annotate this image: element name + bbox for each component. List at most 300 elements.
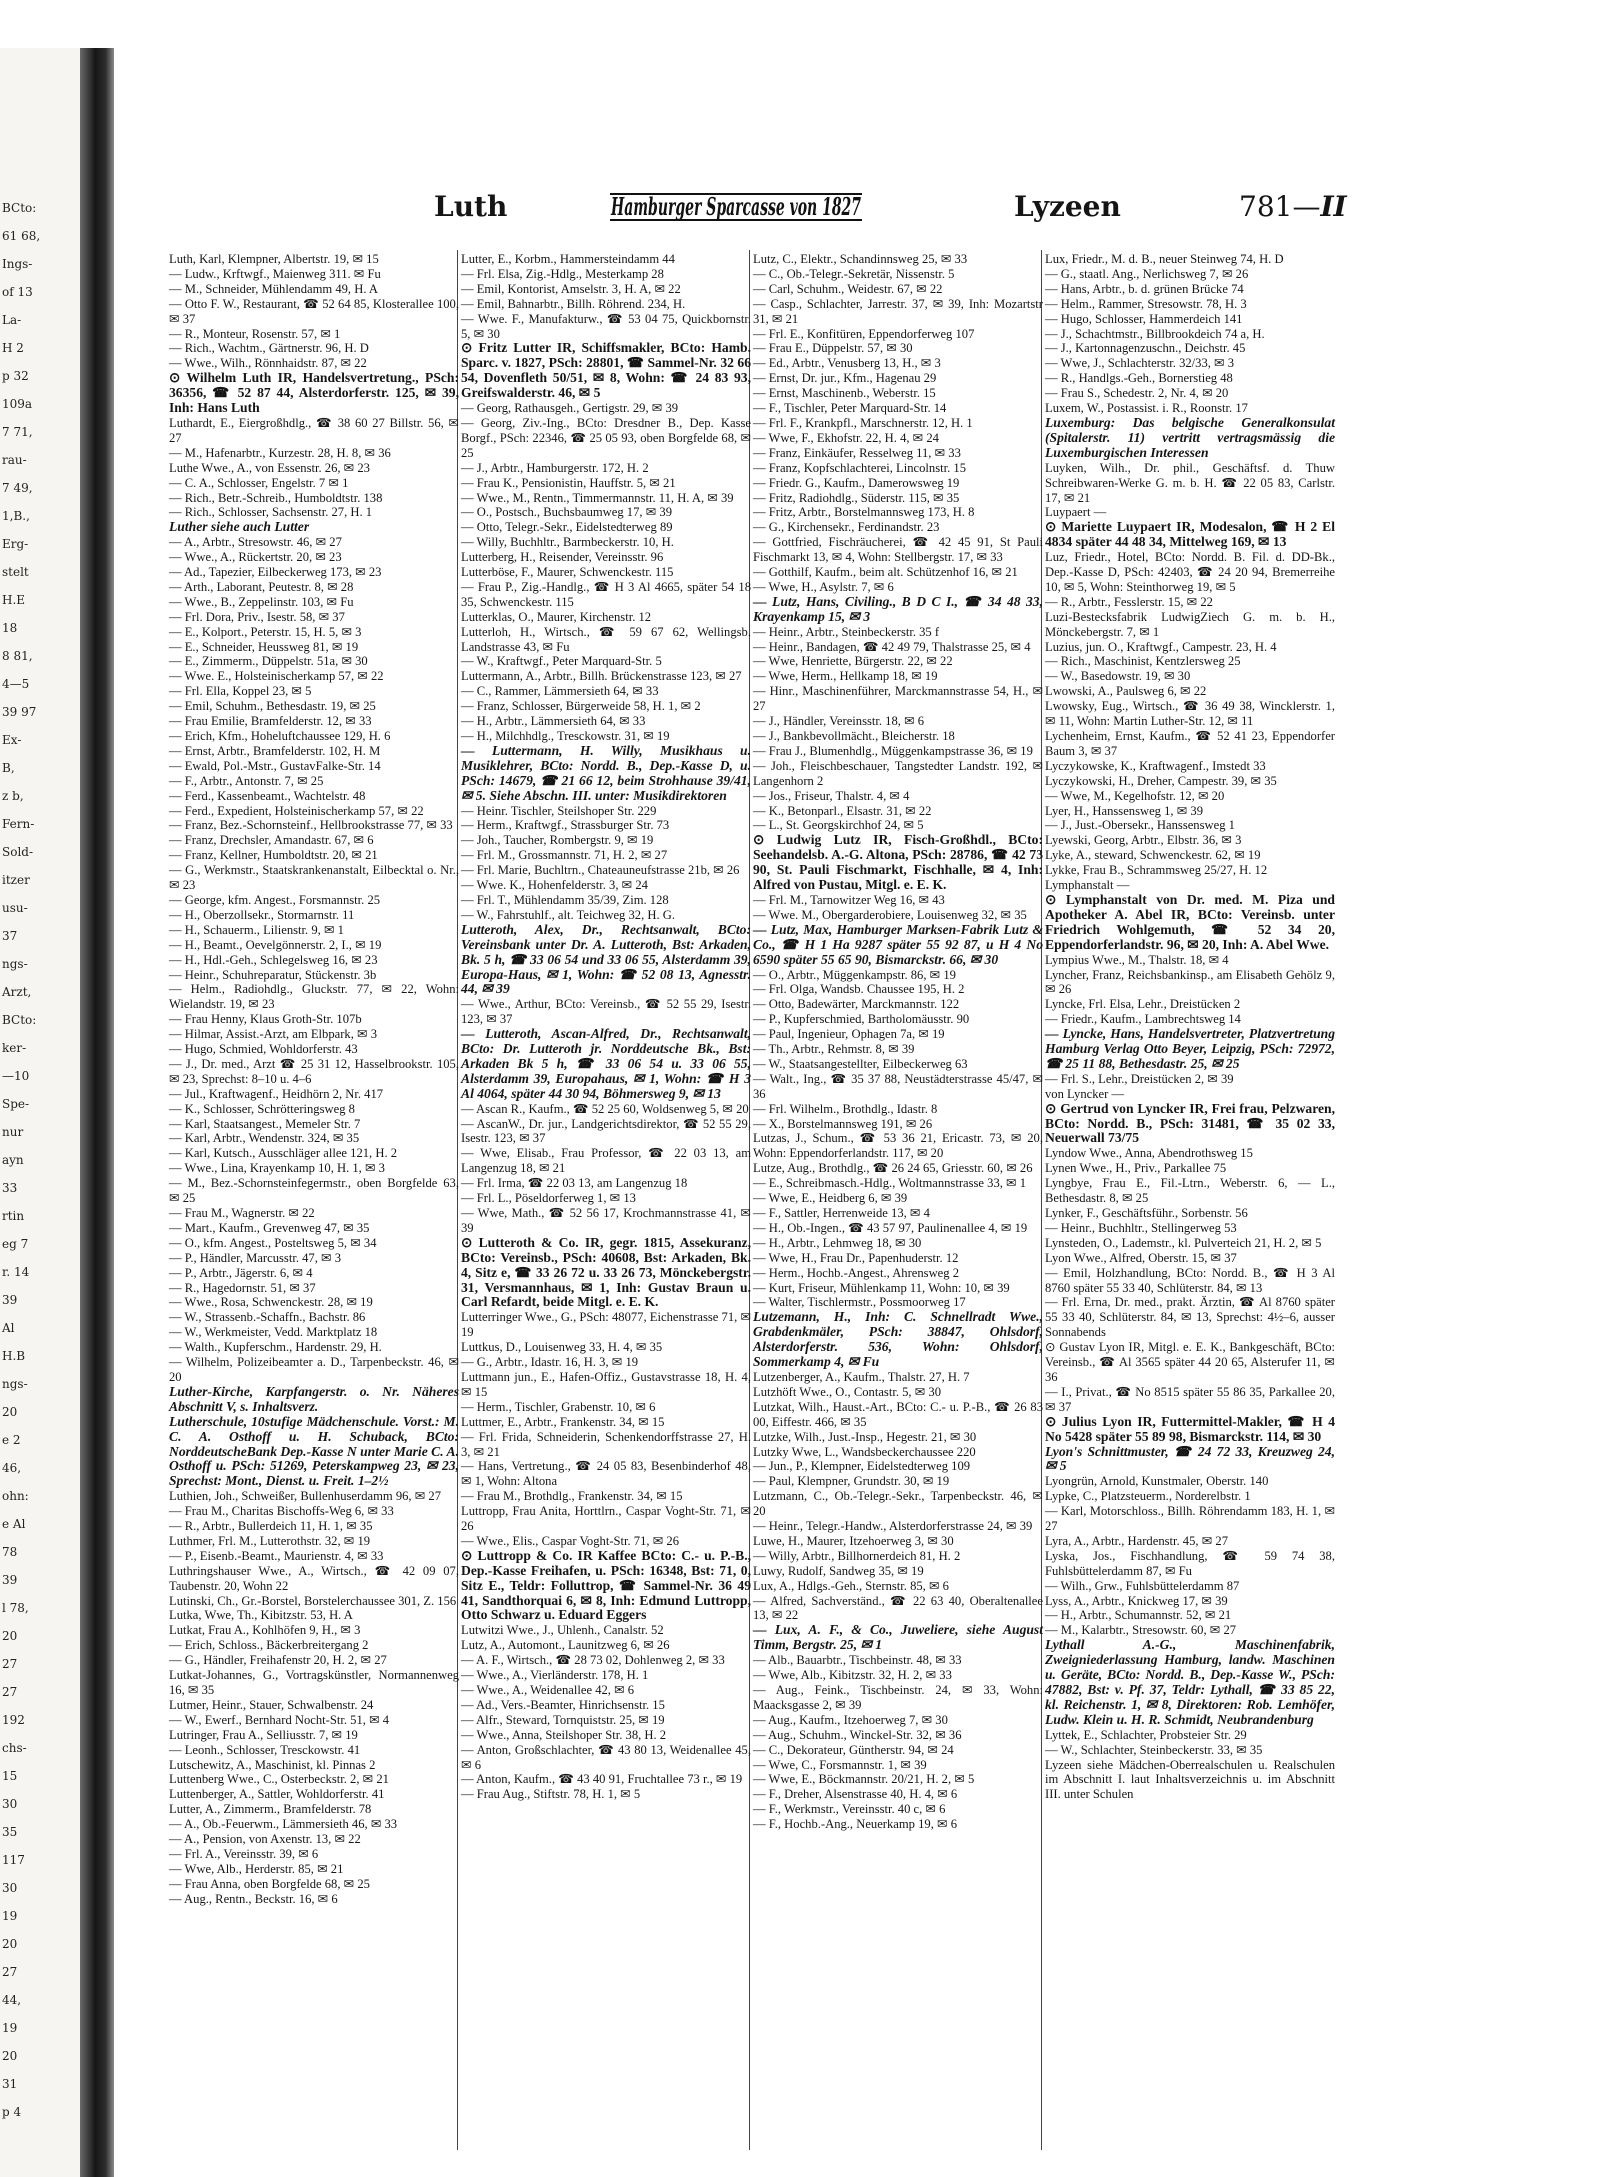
directory-entry: — A., Pension, von Axenstr. 13, ✉ 22 <box>169 1832 361 1847</box>
margin-fragment: Spe- <box>2 1097 30 1111</box>
directory-entry: — Aug., Kaufm., Itzehoerweg 7, ✉ 30 <box>753 1712 948 1727</box>
directory-entry: Luyken, Wilh., Dr. phil., Geschäftsf. d. Thuw Schreibwaren-Werke G. m. b. H. ☎ 22 05 83, Carlstr. 17, ✉ 21 <box>1045 460 1335 505</box>
directory-entry: — Wwe. M., Obergarderobiere, Louisenweg 32, ✉ 35 <box>753 907 1027 922</box>
directory-entry: — Frl. Irma, ☎ 22 03 13, am Langenzug 18 <box>461 1176 688 1191</box>
directory-entry: — Karl, Arbtr., Wendenstr. 324, ✉ 35 <box>169 1131 360 1146</box>
directory-entry: Luth, Karl, Klempner, Albertstr. 19, ✉ 15 <box>169 252 379 266</box>
directory-entry: — Frl. M., Tarnowitzer Weg 16, ✉ 43 <box>753 892 945 907</box>
directory-entry: — Wwe, C., Forsmannstr. 1, ✉ 39 <box>753 1757 927 1772</box>
directory-entry: — A., Arbtr., Stresowstr. 46, ✉ 27 <box>169 535 342 550</box>
margin-fragment: 20 <box>2 1405 18 1419</box>
directory-entry: — Emil, Holzhandlung, BCto: Nordd. B., ☎ H 3 Al 8760 später 55 33 40, Schlüterstr. 84, ✉ 13 <box>1045 1265 1335 1295</box>
directory-entry: Lutterböse, F., Maurer, Schwenckestr. 115 <box>461 565 674 580</box>
directory-entry: — W., Basedowstr. 19, ✉ 30 <box>1045 669 1191 684</box>
directory-entry: — Hinr., Maschinenführer, Marckmannstrasse 54, H., ✉ 27 <box>753 684 1043 714</box>
directory-entry: Lyra, A., Arbtr., Hardenstr. 45, ✉ 27 <box>1045 1533 1228 1548</box>
directory-entry: Lutwitzi Wwe., J., Uhlenh., Canalstr. 52 <box>461 1623 664 1638</box>
directory-entry: — A., Ob.-Feuerwm., Lämmersieth 46, ✉ 33 <box>169 1817 398 1832</box>
directory-entry: Luther-Kirche, Karpfangerstr. o. Nr. Näheres Abschnitt V, s. Inhaltsverz. <box>169 1383 459 1414</box>
margin-fragment: 46, <box>2 1461 22 1475</box>
directory-entry: — Frau K., Pensionistin, Hauffstr. 5, ✉ 21 <box>461 475 676 490</box>
margin-fragment: 20 <box>2 1937 18 1951</box>
directory-entry: — Wwe., Wilh., Rönnhaidstr. 87, ✉ 22 <box>169 356 367 371</box>
directory-entry: — Wwe, E., Böckmannstr. 20/21, H. 2, ✉ 5 <box>753 1772 975 1787</box>
margin-fragment: La- <box>2 313 22 327</box>
directory-column-4 <box>1045 252 1335 2152</box>
margin-fragment: stelt <box>2 565 29 579</box>
directory-entry: — O., Arbtr., Müggenkampstr. 86, ✉ 19 <box>753 967 956 982</box>
directory-entry: Lutteroth, Alex, Dr., Rechtsanwalt, BCto: Vereinsbank unter Dr. A. Lutteroth, Bst: Arkaden, Bk. 5 h, ☎ 33 06 54 und 33 06 55, Alsterdamm 39, Europa-Haus, ✉ 1, Wohn: ☎ 52 08 13, Agnesstr. 44, ✉ 39 <box>461 921 751 997</box>
margin-fragment: Sold- <box>2 845 34 859</box>
directory-entry: — Emil, Kontorist, Amselstr. 3, H. A, ✉ 22 <box>461 281 681 296</box>
directory-entry: Lyczykowski, H., Dreher, Campestr. 39, ✉ 35 <box>1045 773 1277 788</box>
directory-entry: — Wwe, Alb., Kibitzstr. 32, H. 2, ✉ 33 <box>753 1668 952 1683</box>
directory-entry: — Jun., P., Klempner, Eidelstedterweg 109 <box>753 1459 971 1474</box>
directory-entry: Luthe Wwe., A., von Essenstr. 26, ✉ 23 <box>169 460 370 475</box>
directory-entry: Lyss, A., Arbtr., Knickweg 17, ✉ 39 <box>1045 1593 1228 1608</box>
directory-entry: — X., Borstelmannsweg 191, ✉ 26 <box>753 1116 933 1131</box>
directory-entry: Luthardt, E., Eiergroßhdlg., ☎ 38 60 27 Billstr. 56, ✉ 27 <box>169 415 459 445</box>
directory-entry: — H., Oberzollsekr., Stormarnstr. 11 <box>169 907 355 922</box>
directory-entry: — F., Hochb.-Ang., Neuerkamp 19, ✉ 6 <box>753 1817 958 1832</box>
margin-fragment: ohn: <box>2 1489 29 1503</box>
directory-entry: — Walter, Tischlermstr., Possmoorweg 17 <box>753 1295 966 1310</box>
directory-entry: ⊙ Fritz Lutter IR, Schiffsmakler, BCto: Hamb. Sparc. v. 1827, PSch: 28801, ☎ Sammel-Nr. 32 66 54, Dovenfleth 50/51, ✉ 8, Wohn: ☎ 24 83 93, Greifswalderstr. 46, ✉ 5 <box>461 340 751 401</box>
directory-entry: — Frl. T., Mühlendamm 35/39, Zim. 128 <box>461 892 669 907</box>
directory-entry: Lutzkat, Wilh., Haust.-Art., BCto: C.- u. P.-B., ☎ 26 83 00, Eiffestr. 466, ✉ 35 <box>753 1399 1043 1429</box>
margin-fragment: Arzt, <box>2 985 32 999</box>
directory-entry: — Lutz, Hans, Civiling., B D C I., ☎ 34 48 33, Krayenkamp 15, ✉ 3 <box>753 593 1043 624</box>
directory-entry: — Jul., Kraftwagenf., Heidhörn 2, Nr. 417 <box>169 1086 384 1101</box>
directory-entry: — P., Eisenb.-Beamt., Maurienstr. 4, ✉ 33 <box>169 1548 384 1563</box>
directory-entry: — J., Dr. med., Arzt ☎ 25 31 12, Hasselbrookstr. 105, ✉ 23, Sprechst: 8–10 u. 4–6 <box>169 1056 459 1086</box>
directory-entry: — Rich., Wachtm., Gärtnerstr. 96, H. D <box>169 341 369 356</box>
margin-fragment: 78 <box>2 1545 18 1559</box>
margin-fragment: 27 <box>2 1657 18 1671</box>
directory-entry: — W., Strassenb.-Schaffn., Bachstr. 86 <box>169 1310 366 1325</box>
directory-entry: — Frl. E., Konfitüren, Eppendorferweg 107 <box>753 326 975 341</box>
directory-entry: — Frl. Frida, Schneiderin, Schenkendorffstrasse 27, H. 3, ✉ 21 <box>461 1429 751 1459</box>
directory-entry: — Wwe, H., Asylstr. 7, ✉ 6 <box>753 579 894 594</box>
margin-fragment: BCto: <box>2 201 37 215</box>
margin-fragment: H 2 <box>2 341 24 355</box>
directory-entry: — Franz, Kopfschlachterei, Lincolnstr. 15 <box>753 460 966 475</box>
directory-entry: Lwowski, A., Paulsweg 6, ✉ 22 <box>1045 684 1207 699</box>
directory-entry: Luttropp, Frau Anita, Horttlrn., Caspar Voght-Str. 71, ✉ 26 <box>461 1504 751 1534</box>
directory-entry: — Hilmar, Assist.-Arzt, am Elbpark, ✉ 3 <box>169 1027 378 1042</box>
directory-entry: — Wwe, E., Heidberg 6, ✉ 39 <box>753 1191 908 1206</box>
directory-entry: — F., Werkmstr., Vereinsstr. 40 c, ✉ 6 <box>753 1802 946 1817</box>
margin-fragment: ngs- <box>2 957 28 971</box>
directory-entry: — C., Ob.-Telegr.-Sekretär, Nissenstr. 5 <box>753 266 955 281</box>
directory-entry: — J., Just.-Obersekr., Hanssensweg 1 <box>1045 818 1235 833</box>
margin-fragment: 33 <box>2 1181 18 1195</box>
directory-entry: — Wwe, Elisab., Frau Professor, ☎ 22 03 13, am Langenzug 18, ✉ 21 <box>461 1146 751 1176</box>
directory-entry: — George, kfm. Angest., Forsmannstr. 25 <box>169 892 381 907</box>
margin-fragment: p 4 <box>2 2105 22 2119</box>
directory-entry: — Wwe, Herm., Hellkamp 18, ✉ 19 <box>753 669 938 684</box>
directory-entry: — F., Arbtr., Antonstr. 7, ✉ 25 <box>169 773 324 788</box>
directory-page <box>114 52 1600 2177</box>
margin-fragment: Ex- <box>2 733 22 747</box>
directory-entry: — Ascan R., Kaufm., ☎ 52 25 60, Woldsenweg 5, ✉ 20 <box>461 1101 749 1116</box>
directory-entry: Lutterberg, H., Reisender, Vereinsstr. 96 <box>461 550 664 565</box>
directory-entry: — Wwe., Rosa, Schwenckestr. 28, ✉ 19 <box>169 1295 373 1310</box>
directory-entry: — J., Kartonnagenzuschn., Deichstr. 45 <box>1045 341 1246 356</box>
margin-fragment: eg 7 <box>2 1237 29 1251</box>
directory-entry: — Frl. Wilhelm., Brothdlg., Idastr. 8 <box>753 1101 938 1116</box>
directory-entry: — Ernst, Dr. jur., Kfm., Hagenau 29 <box>753 371 937 386</box>
directory-entry: — L., St. Georgskirchhof 24, ✉ 5 <box>753 818 924 833</box>
directory-entry: — K., Betonparl., Elsastr. 31, ✉ 22 <box>753 803 932 818</box>
directory-entry: — Ed., Arbtr., Venusberg 13, H., ✉ 3 <box>753 356 941 371</box>
directory-entry: — H., Beamt., Oevelgönnerstr. 2, I., ✉ 19 <box>169 937 382 952</box>
directory-entry: — Rich., Maschinist, Kentzlersweg 25 <box>1045 654 1241 669</box>
directory-entry: — Frau Aug., Stiftstr. 78, H. 1, ✉ 5 <box>461 1787 641 1802</box>
directory-entry: ⊙ Lymphanstalt von Dr. med. M. Piza und Apotheker A. Abel IR, BCto: Vereinsb. unter Friedrich Wohlgemuth, ☎ 52 34 20, Eppendorferlandstr. 96, ✉ 20, Inh: A. Abel Wwe. <box>1045 891 1335 952</box>
directory-entry: — E., Schneider, Heussweg 81, ✉ 19 <box>169 639 359 654</box>
directory-entry: Luthien, Joh., Schweißer, Bullenhuserdamm 96, ✉ 27 <box>169 1489 442 1504</box>
directory-entry: — Erich, Schloss., Bäckerbreitergang 2 <box>169 1638 369 1653</box>
directory-entry: — Frau M., Charitas Bischoffs-Weg 6, ✉ 33 <box>169 1504 394 1519</box>
directory-entry: Lutka, Wwe, Th., Kibitzstr. 53, H. A <box>169 1608 353 1623</box>
directory-entry: Lynsteden, O., Lademstr., kl. Pulverteich 21, H. 2, ✉ 5 <box>1045 1235 1322 1250</box>
directory-entry: — Wwe., M., Rentn., Timmermannstr. 11, H. A, ✉ 39 <box>461 490 734 505</box>
directory-entry: — Frau M., Wagnerstr. ✉ 22 <box>169 1206 315 1220</box>
directory-entry: Lutzemann, H., Inh: C. Schnellradt Wwe., Grabdenkmäler, PSch: 38847, Ohlsdorf, Alsterdorferstr. 536, Wohn: Ohlsdorf, Sommerkamp 4, ✉ Fu <box>753 1309 1043 1370</box>
margin-fragment: 30 <box>2 1797 18 1811</box>
directory-entry: — Frau S., Schedestr. 2, Nr. 4, ✉ 20 <box>1045 386 1229 401</box>
directory-entry: — Ewald, Pol.-Mstr., GustavFalke-Str. 14 <box>169 758 381 773</box>
directory-entry: Luttkus, D., Louisenweg 33, H. 4, ✉ 35 <box>461 1340 663 1355</box>
directory-entry: Lyon Wwe., Alfred, Oberstr. 15, ✉ 37 <box>1045 1250 1237 1265</box>
directory-entry: — Wwe., B., Zeppelinstr. 103, ✉ Fu <box>169 594 354 609</box>
margin-fragment: 15 <box>2 1769 18 1783</box>
margin-fragment: ayn <box>2 1153 24 1167</box>
directory-entry: Lutmer, Heinr., Stauer, Schwalbenstr. 24 <box>169 1697 374 1712</box>
directory-entry: — Gottfried, Fischräucherei, ☎ 42 45 91, St Pauli Fischmarkt 13, ✉ 4, Wohn: Stellbergstr. 17, ✉ 33 <box>753 535 1043 565</box>
margin-fragment: 7 71, <box>2 425 33 439</box>
directory-entry: Lyczykowske, K., Kraftwagenf., Imstedt 33 <box>1045 758 1266 773</box>
margin-fragment: Erg- <box>2 537 29 551</box>
directory-entry: — Wwe. E., Holsteinischerkamp 57, ✉ 22 <box>169 669 384 684</box>
directory-entry: — Lutteroth, Ascan-Alfred, Dr., Rechtsanwalt, BCto: Dr. Lutteroth jr. Norddeutsche Bk., Bst: Arkaden Bk 5 h, ☎ 33 06 54 u. 33 06 55, Alsterdamm 39, Europahaus, ✉ 1, Wohn: ☎ H 3 Al 4064, später 44 30 94, Böhmersweg 9, ✉ 13 <box>461 1026 751 1101</box>
directory-entry: — H., Arbtr., Schumannstr. 52, ✉ 21 <box>1045 1608 1232 1623</box>
margin-fragment: H.B <box>2 1349 26 1363</box>
directory-entry: — E., Kolport., Peterstr. 15, H. 5, ✉ 3 <box>169 624 362 639</box>
directory-entry: — Wwe., Elis., Caspar Voght-Str. 71, ✉ 26 <box>461 1533 679 1548</box>
directory-entry: — Aug., Rentn., Beckstr. 16, ✉ 6 <box>169 1891 338 1906</box>
directory-entry: von Lyncker — <box>1045 1086 1125 1101</box>
margin-fragment: 18 <box>2 621 18 635</box>
directory-entry: — I., Privat., ☎ No 8515 später 55 86 35, Parkallee 20, ✉ 37 <box>1045 1384 1335 1414</box>
header-left-word: Luth <box>434 190 508 223</box>
directory-entry: — Leonh., Schlosser, Tresckowstr. 41 <box>169 1742 361 1757</box>
directory-entry: ⊙ Wilhelm Luth IR, Handelsvertretung., PSch: 36356, ☎ 52 87 44, Alsterdorferstr. 125, ✉ 39, Inh: Hans Luth <box>169 370 459 416</box>
directory-entry: Lutinski, Ch., Gr.-Borstel, Borstelerchaussee 301, Z. 156 <box>169 1593 457 1608</box>
directory-entry: — Th., Arbtr., Rehmstr. 8, ✉ 39 <box>753 1042 915 1057</box>
directory-entry: — C., Rammer, Lämmersieth 64, ✉ 33 <box>461 684 659 699</box>
directory-entry: — Erich, Kfm., Hoheluftchaussee 129, H. 6 <box>169 729 391 743</box>
margin-fragment: chs- <box>2 1741 27 1755</box>
directory-entry: — G., Händler, Freihafenstr 20, H. 2, ✉ 27 <box>169 1653 387 1668</box>
directory-entry: — Alfr., Steward, Tornquiststr. 25, ✉ 19 <box>461 1712 665 1727</box>
directory-entry: Lutzmann, C., Ob.-Telegr.-Sekr., Tarpenbeckstr. 46, ✉ 20 <box>753 1489 1043 1519</box>
directory-entry: — Ad., Vers.-Beamter, Hinrichsenstr. 15 <box>461 1697 665 1712</box>
directory-entry: Lutringer, Frau A., Selliusstr. 7, ✉ 19 <box>169 1727 358 1742</box>
directory-entry: — G., Arbtr., Idastr. 16, H. 3, ✉ 19 <box>461 1355 639 1370</box>
margin-fragment: rau- <box>2 453 27 467</box>
margin-fragment: 20 <box>2 2049 18 2063</box>
directory-entry: Luzius, jun. O., Kraftwgf., Campestr. 23, H. 4 <box>1045 639 1277 654</box>
directory-entry: — Willy, Arbtr., Billhornerdeich 81, H. 2 <box>753 1548 961 1563</box>
directory-entry: — G., Werkmstr., Staatskrankenanstalt, Eilbecktal o. Nr., ✉ 23 <box>169 863 459 893</box>
directory-entry: — W., Kraftwgf., Peter Marquard-Str. 5 <box>461 654 662 669</box>
directory-entry: Lymphanstalt — <box>1045 878 1130 893</box>
margin-fragment: 27 <box>2 1965 18 1979</box>
directory-entry: — Aug., Schuhm., Winckel-Str. 32, ✉ 36 <box>753 1727 962 1742</box>
directory-entry: — J., Schachtmstr., Billbrookdeich 74 a, H. <box>1045 326 1265 341</box>
directory-entry: — P., Kupferschmied, Bartholomäusstr. 90 <box>753 1012 970 1027</box>
directory-entry: — Lutz, Max, Hamburger Marksen-Fabrik Lutz & Co., ☎ H 1 Ha 9287 später 55 92 87, u H 4 No 6590 später 55 65 90, Bismarckstr. 66, ✉ 30 <box>753 921 1043 967</box>
directory-entry: Lutz, A., Automont., Launitzweg 6, ✉ 26 <box>461 1638 670 1653</box>
directory-entry: Luttermann, A., Arbtr., Billh. Brückenstrasse 123, ✉ 27 <box>461 669 742 684</box>
directory-entry: — Wilhelm, Polizeibeamter a. D., Tarpenbeckstr. 46, ✉ 20 <box>169 1355 459 1384</box>
previous-page-edge <box>0 48 80 2177</box>
directory-entry: — Joh., Fleischbeschauer, Tangstedter Landstr. 192, ✉ Langenhorn 2 <box>753 758 1043 788</box>
directory-entry: — Karl, Kutsch., Ausschläger allee 121, H. 2 <box>169 1146 398 1161</box>
directory-entry: — Herm., Tischler, Grabenstr. 10, ✉ 6 <box>461 1399 656 1414</box>
directory-entry: — Heinr., Bandagen, ☎ 42 49 79, Thalstrasse 25, ✉ 4 <box>753 639 1031 654</box>
margin-fragment: 39 <box>2 1293 18 1307</box>
margin-fragment: —10 <box>2 1069 30 1083</box>
directory-entry: Lyngbye, Frau E., Fil.-Ltrn., Weberstr. 6, — L., Bethesdastr. 8, ✉ 25 <box>1045 1176 1335 1206</box>
directory-entry: — P., Händler, Marcusstr. 47, ✉ 3 <box>169 1250 342 1265</box>
directory-entry: — Frl. S., Lehr., Dreistücken 2, ✉ 39 <box>1045 1071 1234 1086</box>
directory-entry: ⊙ Gustav Lyon IR, Mitgl. e. E. K., Bankgeschäft, BCto: Vereinsb., ☎ Al 3565 später 44 20 65, Alsterufer 11, ✉ 36 <box>1045 1340 1335 1384</box>
margin-fragment: 109a <box>2 397 33 411</box>
directory-entry: — Willy, Buchhltr., Barmbeckerstr. 10, H. <box>461 535 674 550</box>
directory-entry: Luttenberger, A., Sattler, Wohldorferstr. 41 <box>169 1787 385 1802</box>
directory-entry: — Frau J., Blumenhdlg., Müggenkampstrasse 36, ✉ 19 <box>753 743 1033 758</box>
margin-fragment: B, <box>2 761 15 775</box>
directory-column-1 <box>169 252 459 2152</box>
directory-entry: — Emil, Schuhm., Bethesdastr. 19, ✉ 25 <box>169 699 376 714</box>
directory-entry: — J., Bankbevollmächt., Bleicherstr. 18 <box>753 729 955 743</box>
directory-entry: Luttenberg Wwe., C., Osterbeckstr. 2, ✉ 21 <box>169 1772 389 1787</box>
directory-entry: Lutzhöft Wwe., O., Contastr. 5, ✉ 30 <box>753 1384 942 1399</box>
directory-entry: — Franz, Kellner, Humboldtstr. 20, ✉ 21 <box>169 848 378 863</box>
directory-entry: Luxem, W., Postassist. i. R., Roonstr. 17 <box>1045 401 1248 416</box>
directory-entry: — Alfred, Sachverständ., ☎ 22 63 40, Oberaltenallee 13, ✉ 22 <box>753 1593 1043 1623</box>
directory-entry: Lutter, A., Zimmerm., Bramfelderstr. 78 <box>169 1802 372 1817</box>
directory-entry: — C. A., Schlosser, Engelstr. 7 ✉ 1 <box>169 475 349 490</box>
directory-entry: — M., Bez.-Schornsteinfegermstr., oben Borgfelde 63, ✉ 25 <box>169 1176 459 1206</box>
directory-entry: Luwe, H., Maurer, Itzehoerweg 3, ✉ 30 <box>753 1533 954 1548</box>
directory-entry: — Wwe, Henriette, Bürgerstr. 22, ✉ 22 <box>753 654 953 669</box>
directory-entry: Lynker, F., Geschäftsführ., Sorbenstr. 56 <box>1045 1206 1248 1220</box>
header-right-word: Lyzeen <box>1014 190 1121 223</box>
directory-entry: Lutterklas, O., Maurer, Kirchenstr. 12 <box>461 609 652 624</box>
directory-entry: — Paul, Ingenieur, Ophagen 7a, ✉ 19 <box>753 1027 945 1042</box>
directory-entry: Lux, A., Hdlgs.-Geh., Sternstr. 85, ✉ 6 <box>753 1578 949 1593</box>
directory-entry: — Wwe, Alb., Herderstr. 85, ✉ 21 <box>169 1861 344 1876</box>
directory-entry: — AscanW., Dr. jur., Landgerichtsdirektor, ☎ 52 55 29, Isestr. 123, ✉ 37 <box>461 1116 751 1146</box>
margin-fragment: 20 <box>2 1629 18 1643</box>
directory-entry: — Otto, Badewärter, Marckmannstr. 122 <box>753 997 960 1012</box>
directory-entry: — F., Dreher, Alsenstrasse 40, H. 4, ✉ 6 <box>753 1787 958 1802</box>
directory-entry: — Carl, Schuhm., Weidestr. 67, ✉ 22 <box>753 281 943 296</box>
directory-entry: — M., Kalarbtr., Stresowstr. 60, ✉ 27 <box>1045 1623 1237 1638</box>
directory-entry: — Hans, Vertretung., ☎ 24 05 83, Besenbinderhof 48, ✉ 1, Wohn: Altona <box>461 1459 751 1489</box>
directory-entry: Luxemburg: Das belgische Generalkonsulat (Spitalerstr. 11) vertritt vertragsmässig die Luxemburgischen Interessen <box>1045 414 1335 460</box>
book-gutter <box>80 48 114 2177</box>
directory-entry: — Frl. Erna, Dr. med., prakt. Ärztin, ☎ Al 8760 später 55 33 40, Schlüterstr. 84, ✉ 13, Sprechst: 4½–6, ausser Sonnabends <box>1045 1295 1335 1340</box>
margin-fragment: nur <box>2 1125 24 1139</box>
directory-entry: — W., Schlachter, Steinbeckerstr. 33, ✉ 35 <box>1045 1742 1263 1757</box>
margin-fragment: ngs- <box>2 1377 28 1391</box>
directory-entry: — Helm., Rammer, Stresowstr. 78, H. 3 <box>1045 296 1247 311</box>
directory-entry: — Ludw., Krftwgf., Maienweg 311. ✉ Fu <box>169 266 381 281</box>
directory-entry: — Ferd., Kassenbeamt., Wachtelstr. 48 <box>169 788 366 803</box>
directory-entry: — Anton, Großschlachter, ☎ 43 80 13, Weidenallee 45, ✉ 6 <box>461 1742 751 1772</box>
directory-entry: — Joh., Taucher, Rombergstr. 9, ✉ 19 <box>461 833 654 848</box>
margin-fragment: 35 <box>2 1825 18 1839</box>
directory-entry: — Frl. Ella, Koppel 23, ✉ 5 <box>169 684 312 699</box>
page-number: 781—II <box>1239 190 1347 223</box>
sparcasse-logo <box>600 180 872 232</box>
directory-entry: Luttmann jun., E., Hafen-Offiz., Gustavstrasse 18, H. 4, ✉ 15 <box>461 1369 751 1399</box>
margin-fragment: 39 97 <box>2 705 37 719</box>
directory-entry: — J., Arbtr., Hamburgerstr. 172, H. 2 <box>461 460 649 475</box>
margin-fragment: 30 <box>2 1881 18 1895</box>
margin-fragment: 44, <box>2 1993 22 2007</box>
directory-entry: — Hans, Arbtr., b. d. grünen Brücke 74 <box>1045 281 1244 296</box>
directory-entry: — Rich., Betr.-Schreib., Humboldtstr. 138 <box>169 490 383 505</box>
directory-entry: Lutzenberger, A., Kaufm., Thalstr. 27, H. 7 <box>753 1369 970 1384</box>
margin-fragment: Ings- <box>2 257 33 271</box>
directory-entry: Lyncke, Frl. Elsa, Lehr., Dreistücken 2 <box>1045 997 1241 1012</box>
directory-entry: — Heinr., Telegr.-Handw., Alsterdorferstrasse 24, ✉ 39 <box>753 1519 1033 1534</box>
directory-entry: Lyncher, Franz, Reichsbankinsp., am Elisabeth Gehölz 9, ✉ 26 <box>1045 967 1335 997</box>
directory-entry: Lutkat-Johannes, G., Vortragskünstler, Normannenweg 16, ✉ 35 <box>169 1668 459 1697</box>
directory-entry: — Helm., Radiohdlg., Gluckstr. 77, ✉ 22, Wohn: Wielandstr. 19, ✉ 23 <box>169 982 459 1012</box>
directory-entry: — Frl. A., Vereinsstr. 39, ✉ 6 <box>169 1846 319 1861</box>
directory-entry: — Frau Henny, Klaus Groth-Str. 107b <box>169 1012 362 1027</box>
directory-entry: — Wwe, Math., ☎ 52 56 17, Krochmannstrasse 41, ✉ 39 <box>461 1206 751 1235</box>
margin-fragment: usu- <box>2 901 28 915</box>
directory-entry: — Wwe. K., Hohenfelderstr. 3, ✉ 24 <box>461 878 648 893</box>
directory-entry: ⊙ Lutteroth & Co. IR, gegr. 1815, Assekuranz, BCto: Vereinsb., PSch: 40608, Bst: Arkaden, Bk. 4, Sitz e, ☎ 33 26 72 u. 33 26 73, Mönckebergstr. 31, Versmannhaus, ✉ 1, Inh: Gustav Braun u. Carl Refardt, beide Mitgl. e. E. K. <box>461 1234 751 1310</box>
directory-entry: Lyon's Schnittmuster, ☎ 24 72 33, Kreuzweg 24, ✉ 5 <box>1045 1443 1335 1474</box>
directory-entry: — M., Schneider, Mühlendamm 49, H. A <box>169 281 379 296</box>
directory-entry: Lutterringer Wwe., G., PSch: 48077, Eichenstrasse 71, ✉ 19 <box>461 1310 751 1340</box>
directory-entry: — Aug., Feink., Tischbeinstr. 24, ✉ 33, Wohn: Maacksgasse 2, ✉ 39 <box>753 1683 1043 1712</box>
directory-entry: — Jos., Friseur, Thalstr. 4, ✉ 4 <box>753 788 910 803</box>
directory-entry: — Frl. L., Pöseldorferweg 1, ✉ 13 <box>461 1191 636 1206</box>
directory-entry: — W., Ewerf., Bernhard Nocht-Str. 51, ✉ 4 <box>169 1712 390 1727</box>
directory-column-2 <box>461 252 751 2152</box>
directory-entry: — Wwe, M., Kegelhofstr. 12, ✉ 20 <box>1045 788 1225 803</box>
margin-fragment: 31 <box>2 2077 18 2091</box>
directory-entry: — Kurt, Friseur, Mühlenkamp 11, Wohn: 10, ✉ 39 <box>753 1280 1010 1295</box>
directory-entry: — Rich., Schlosser, Sachsenstr. 27, H. 1 <box>169 505 373 520</box>
directory-entry: Luzi-Bestecksfabrik LudwigZiech G. m. b. H., Mönckebergstr. 7, ✉ 1 <box>1045 609 1335 639</box>
directory-entry: ⊙ Julius Lyon IR, Futtermittel-Makler, ☎ H 4 No 5428 später 55 89 98, Bismarckstr. 114, ✉ 30 <box>1045 1413 1335 1444</box>
directory-entry: Lutz, C., Elektr., Schandinnsweg 25, ✉ 33 <box>753 252 968 266</box>
directory-entry: — Georg, Ziv.-Ing., BCto: Dresdner B., Dep. Kasse Borgf., PSch: 22346, ☎ 25 05 93, oben Borgfelde 68, ✉ 25 <box>461 415 751 460</box>
directory-entry: — Anton, Kaufm., ☎ 43 40 91, Fruchtallee 73 r., ✉ 19 <box>461 1772 743 1787</box>
directory-entry: — R., Arbtr., Bullerdeich 11, H. 1, ✉ 35 <box>169 1519 373 1534</box>
directory-entry: — Wwe., Arthur, BCto: Vereinsb., ☎ 52 55 29, Isestr. 123, ✉ 37 <box>461 997 751 1027</box>
margin-fragment: e Al <box>2 1517 26 1531</box>
directory-entry: — Frl. Olga, Wandsb. Chaussee 195, H. 2 <box>753 982 965 997</box>
directory-entry: — H., Schauerm., Lilienstr. 9, ✉ 1 <box>169 922 344 937</box>
margin-fragment: 27 <box>2 1685 18 1699</box>
directory-entry: — Herm., Hochb.-Angest., Ahrensweg 2 <box>753 1265 960 1280</box>
logo-text: Hamburger Sparcasse von 1827 <box>610 192 862 221</box>
directory-entry: — Wwe. F., Manufakturw., ☎ 53 04 75, Quickbornstr. 5, ✉ 30 <box>461 311 751 341</box>
directory-entry: Luwy, Rudolf, Sandweg 35, ✉ 19 <box>753 1563 924 1578</box>
directory-entry: — E., Schreibmasch.-Hdlg., Woltmannstrasse 33, ✉ 1 <box>753 1176 1027 1191</box>
directory-entry: — Herm., Kraftwgf., Strassburger Str. 73 <box>461 818 670 833</box>
directory-entry: — O., kfm. Angest., Posteltsweg 5, ✉ 34 <box>169 1235 377 1250</box>
directory-entry: Luthmer, Frl. M., Lutterothstr. 32, ✉ 19 <box>169 1533 371 1548</box>
directory-entry: Lykke, Frau B., Schrammsweg 25/27, H. 12 <box>1045 863 1268 878</box>
directory-entry: — Ad., Tapezier, Eilbeckerweg 173, ✉ 23 <box>169 565 382 580</box>
directory-entry: — R., Monteur, Rosenstr. 57, ✉ 1 <box>169 326 341 341</box>
margin-fragment: 19 <box>2 1909 18 1923</box>
directory-entry: — Otto, Telegr.-Sekr., Eidelstedterweg 89 <box>461 520 673 535</box>
directory-entry: Lynen Wwe., H., Priv., Parkallee 75 <box>1045 1161 1227 1176</box>
directory-entry: Lyska, Jos., Fischhandlung, ☎ 59 74 38, Fuhlsbüttelerdamm 87, ✉ Fu <box>1045 1548 1335 1578</box>
directory-entry: — J., Händler, Vereinsstr. 18, ✉ 6 <box>753 714 925 729</box>
margin-fragment: Fern- <box>2 817 35 831</box>
directory-entry: Luther siehe auch Lutter <box>169 519 310 535</box>
directory-entry: — Arth., Laborant, Peutestr. 8, ✉ 28 <box>169 579 354 594</box>
directory-entry: — C., Dekorateur, Güntherstr. 94, ✉ 24 <box>753 1742 954 1757</box>
directory-entry: ⊙ Gertrud von Lyncker IR, Frei frau, Pelzwaren, BCto: Nordd. B., PSch: 31481, ☎ 35 02 33, Neuerwall 73/75 <box>1045 1100 1335 1146</box>
margin-fragment: 4—5 <box>2 677 30 691</box>
directory-entry: — Alb., Bauarbtr., Tischbeinstr. 48, ✉ 33 <box>753 1653 962 1668</box>
margin-fragment: Al <box>2 1321 15 1335</box>
directory-entry: — R., Hagedornstr. 51, ✉ 37 <box>169 1280 316 1295</box>
directory-entry: — Frau Anna, oben Borgfelde 68, ✉ 25 <box>169 1876 370 1891</box>
directory-entry: — P., Arbtr., Jägerstr. 6, ✉ 4 <box>169 1265 313 1280</box>
directory-entry: — Walt., Ing., ☎ 35 37 88, Neustädterstrasse 45/47, ✉ 36 <box>753 1071 1043 1101</box>
directory-entry: — Franz, Drechsler, Amandastr. 67, ✉ 6 <box>169 833 374 848</box>
directory-entry: ⊙ Luttropp & Co. IR Kaffee BCto: C.- u. P.-B., Dep.-Kasse Freihafen, u. PSch: 16348, Bst: 71, 0, Sitz E., Teldr: Folluttrop, ☎ Sammel-Nr. 36 49 41, Sandthorquai 6, ✉ 8, Inh: Edmund Luttropp, Otto Schwarz u. Eduard Eggers <box>461 1547 751 1623</box>
directory-entry: Lyzeen siehe Mädchen-Oberrealschulen u. Realschulen im Abschnitt I. laut Inhaltsverzeichnis u. im Abschnitt III. unter Schulen <box>1045 1757 1335 1802</box>
directory-entry: — Wwe, H., Frau Dr., Papenhuderstr. 12 <box>753 1250 959 1265</box>
margin-fragment: z b, <box>2 789 24 803</box>
directory-entry: — Gotthilf, Kaufm., beim alt. Schützenhof 16, ✉ 21 <box>753 565 1018 580</box>
directory-entry: — Frl. Elsa, Zig.-Hdlg., Mesterkamp 28 <box>461 266 664 281</box>
directory-entry: Lux, Friedr., M. d. B., neuer Steinweg 74, H. D <box>1045 252 1284 266</box>
directory-entry: — Mart., Kaufm., Grevenweg 47, ✉ 35 <box>169 1220 370 1235</box>
directory-entry: — K., Schlosser, Schrötteringsweg 8 <box>169 1101 355 1116</box>
margin-fragment: p 32 <box>2 369 29 383</box>
directory-entry: Lyttek, E., Schlachter, Probsteier Str. 29 <box>1045 1727 1247 1742</box>
directory-entry: Lychenheim, Ernst, Kaufm., ☎ 52 41 23, Eppendorfer Baum 3, ✉ 37 <box>1045 729 1335 758</box>
margin-fragment: 37 <box>2 929 18 943</box>
directory-entry: — Wwe, F., Ekhofstr. 22, H. 4, ✉ 24 <box>753 430 939 445</box>
directory-entry: Lympius Wwe., M., Thalstr. 18, ✉ 4 <box>1045 952 1229 967</box>
margin-fragment: r. 14 <box>2 1265 30 1279</box>
directory-entry: — Franz, Schlosser, Bürgerweide 58, H. 1, ✉ 2 <box>461 699 701 714</box>
directory-entry: — Frau M., Brothdlg., Frankenstr. 34, ✉ 15 <box>461 1489 683 1504</box>
directory-entry: — Karl, Staatsangest., Memeler Str. 7 <box>169 1116 361 1131</box>
